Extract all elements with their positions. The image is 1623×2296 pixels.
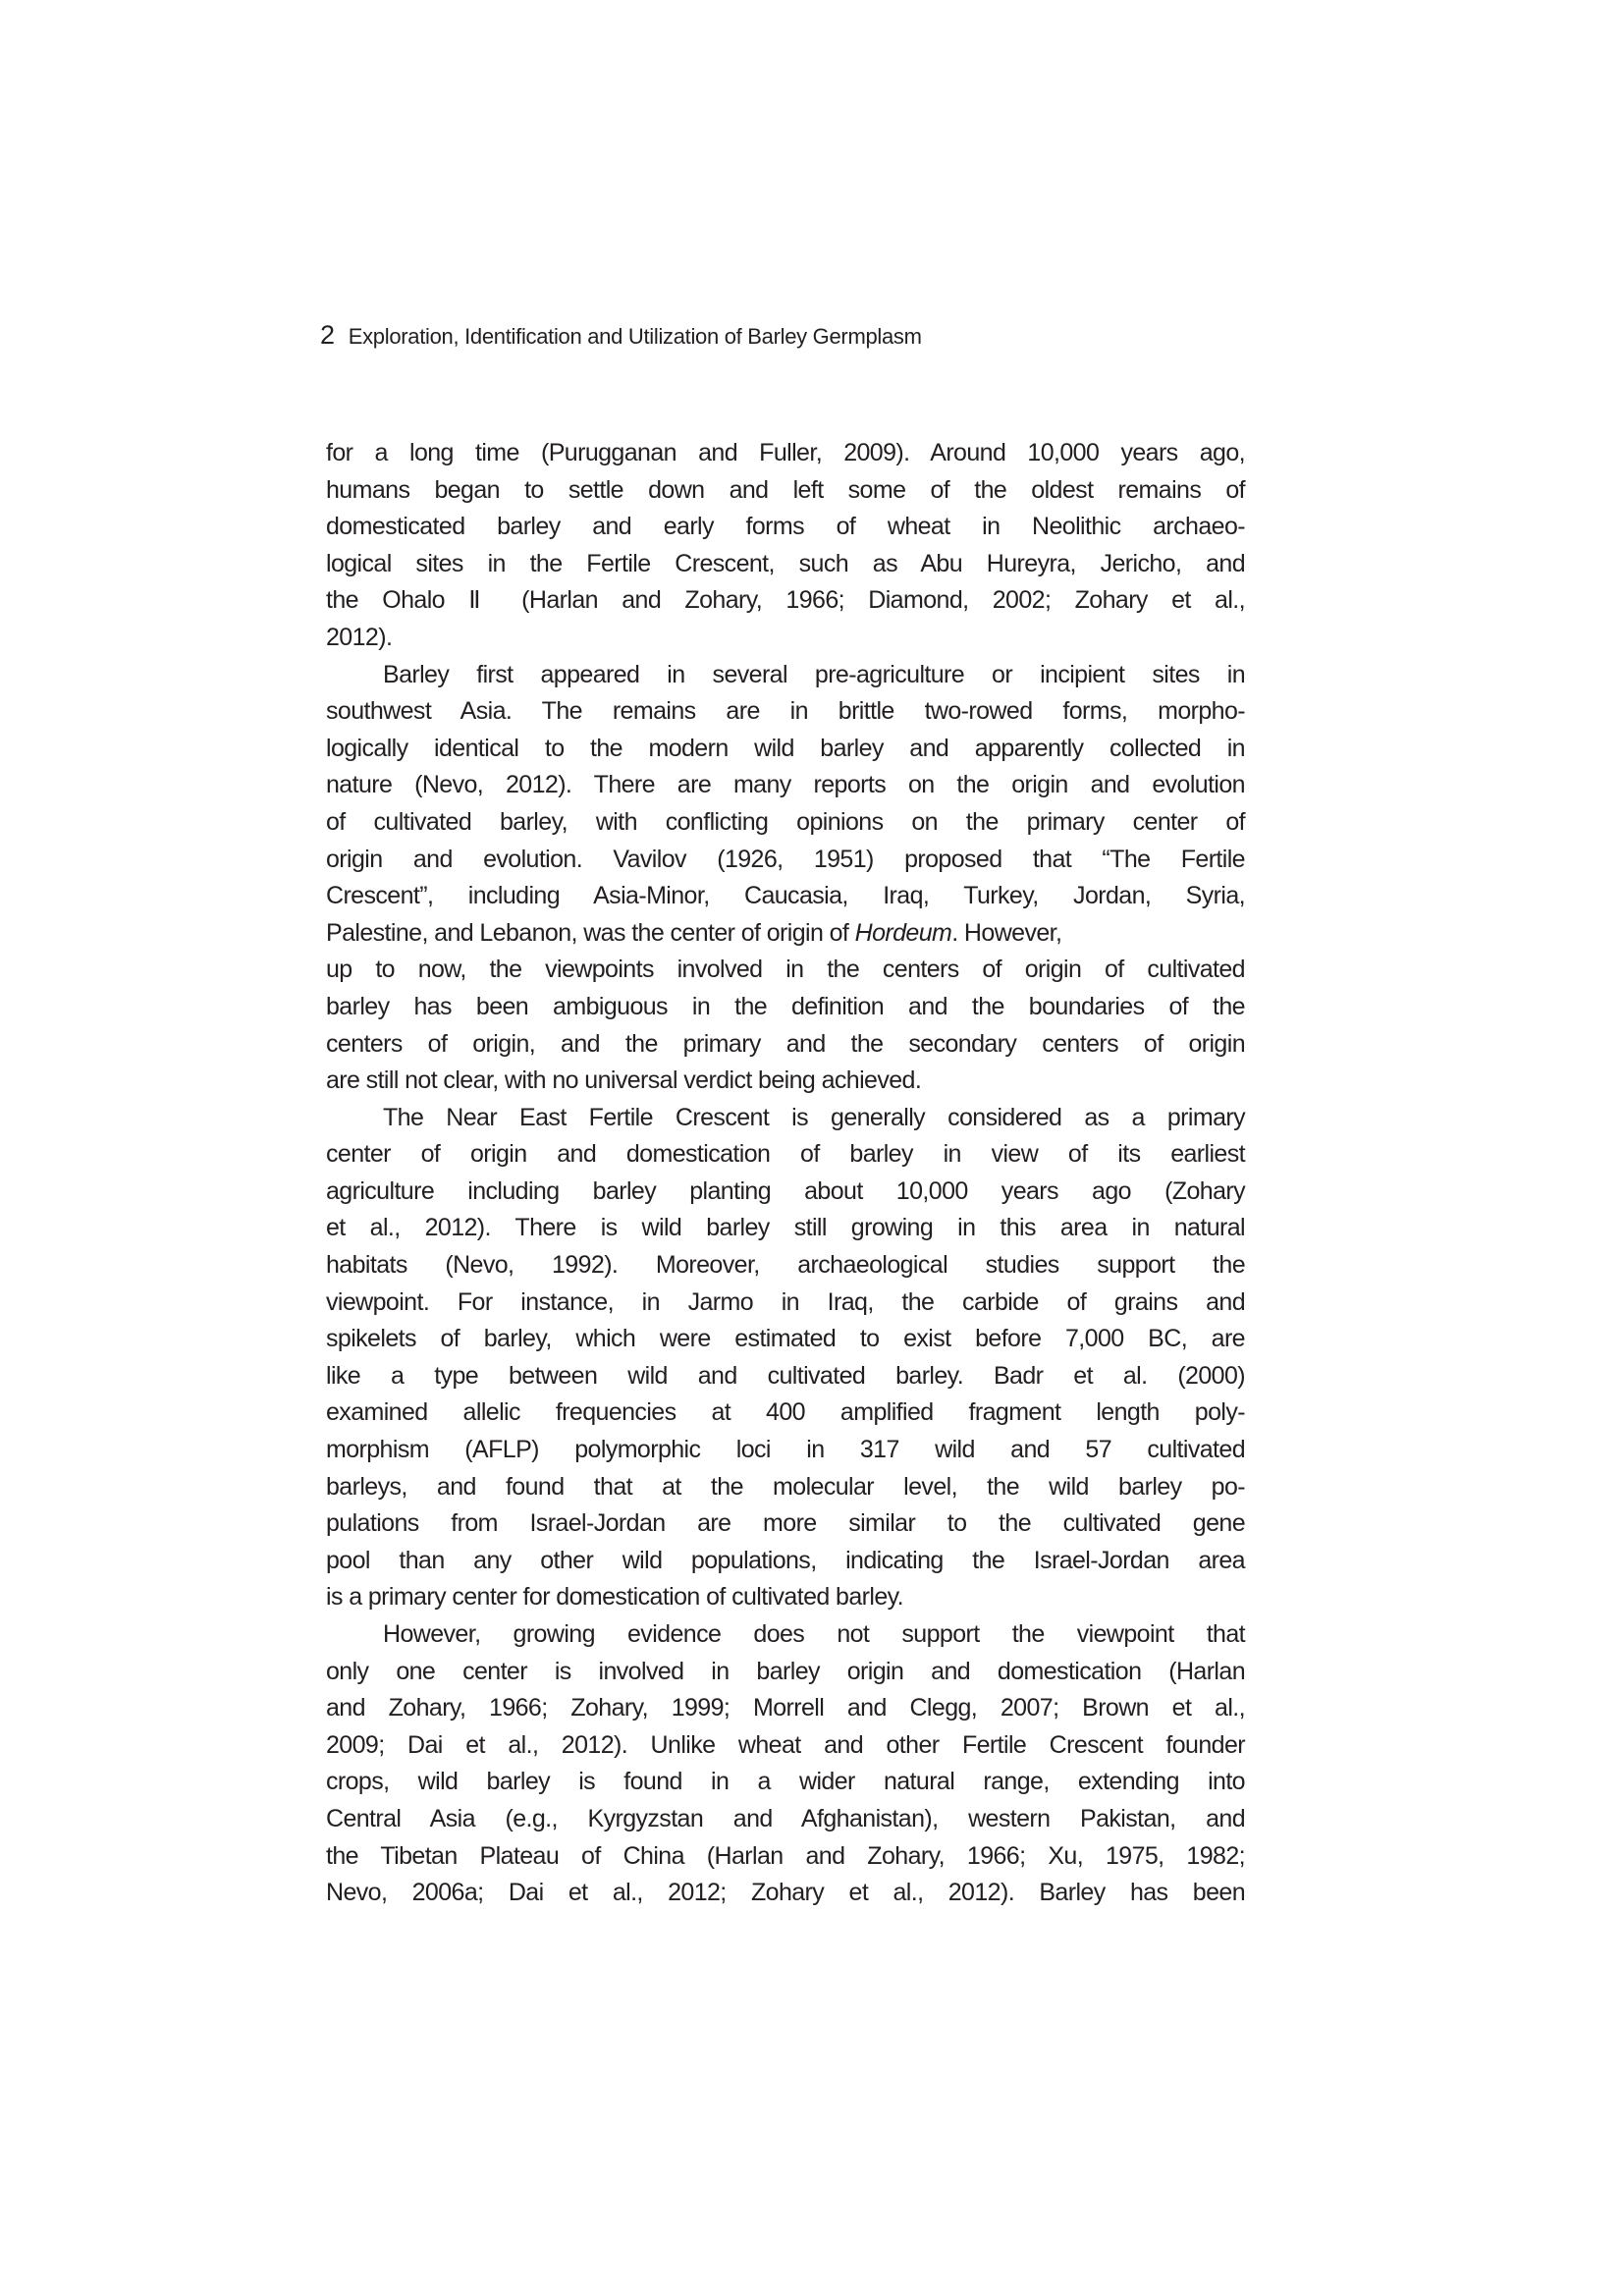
text-line: are still not clear, with no universal verdict being achieved. (326, 1066, 922, 1095)
text-line: et al., 2012). There is wild barley still growing in this area in natural (326, 1214, 1245, 1242)
text-line: Nevo, 2006a; Dai et al., 2012; Zohary et al., 2012). Barley has been (326, 1879, 1245, 1907)
text-line: of cultivated barley, with conflicting opinions on the primary center of (326, 807, 1245, 836)
text-line: However, growing evidence does not support the viewpoint that (383, 1620, 1245, 1648)
text-line: Central Asia (e.g., Kyrgyzstan and Afghanistan), western Pakistan, and (326, 1804, 1245, 1832)
text-line: origin and evolution. Vavilov (1926, 1951) proposed that “The Fertile (326, 845, 1245, 873)
page-number: 2 (320, 320, 335, 350)
text-line: and Zohary, 1966; Zohary, 1999; Morrell and Clegg, 2007; Brown et al., (326, 1694, 1245, 1722)
text-line: habitats (Nevo, 1992). Moreover, archaeological studies support the (326, 1251, 1245, 1280)
running-head (320, 320, 922, 351)
text-line: the Ohalo Ⅱ (Harlan and Zohary, 1966; Diamond, 2002; Zohary et al., (326, 586, 1245, 615)
body-text (326, 435, 1245, 1912)
text-line: like a type between wild and cultivated barley. Badr et al. (2000) (326, 1361, 1245, 1390)
text-line: Crescent”, including Asia-Minor, Caucasia, Iraq, Turkey, Jordan, Syria, (326, 882, 1245, 910)
paragraph (326, 1100, 1245, 1616)
text-line: is a primary center for domestication of cultivated barley. (326, 1583, 904, 1612)
text-line: crops, wild barley is found in a wider natural range, extending into (326, 1768, 1245, 1796)
text-line: pulations from Israel-Jordan are more similar to the cultivated gene (326, 1509, 1245, 1538)
italic-term: Hordeum (854, 918, 952, 947)
text-line: humans began to settle down and left some of the oldest remains of (326, 475, 1245, 504)
text-line: The Near East Fertile Crescent is generally considered as a primary (383, 1103, 1245, 1131)
text-line: 2012). (326, 623, 393, 651)
book-title: Exploration, Identification and Utilization of Barley Germplasm (348, 324, 922, 349)
text-line: only one center is involved in barley origin and domestication (Harlan (326, 1657, 1245, 1685)
text-line: Palestine, and Lebanon, was the center of origin of Hordeum. However, (326, 918, 1062, 947)
text-line: pool than any other wild populations, indicating the Israel-Jordan area (326, 1546, 1245, 1574)
text-line: for a long time (Purugganan and Fuller, 2009). Around 10,000 years ago, (326, 439, 1245, 466)
paragraph (326, 657, 1245, 1100)
paragraph (326, 1616, 1245, 1912)
text-line: domesticated barley and early forms of wheat in Neolithic archaeo- (326, 513, 1245, 541)
text-line: center of origin and domestication of barley in view of its earliest (326, 1140, 1245, 1169)
text-line: barley has been ambiguous in the definition and the boundaries of the (326, 992, 1245, 1020)
text-line: spikelets of barley, which were estimated to exist before 7,000 BC, are (326, 1325, 1245, 1353)
paragraph (326, 435, 1245, 657)
text-line: the Tibetan Plateau of China (Harlan and Zohary, 1966; Xu, 1975, 1982; (326, 1841, 1245, 1870)
text-line: barleys, and found that at the molecular level, the wild barley po- (326, 1472, 1245, 1501)
text-line: logically identical to the modern wild barley and apparently collected in (326, 734, 1245, 762)
text-line: up to now, the viewpoints involved in the centers of origin of cultivated (326, 956, 1245, 984)
text-line: agriculture including barley planting about 10,000 years ago (Zohary (326, 1176, 1245, 1205)
text-line: viewpoint. For instance, in Jarmo in Iraq, the carbide of grains and (326, 1287, 1245, 1316)
text-line: centers of origin, and the primary and the secondary centers of origin (326, 1029, 1245, 1058)
text-line: morphism (AFLP) polymorphic loci in 317 wild and 57 cultivated (326, 1436, 1245, 1464)
text-line: nature (Nevo, 2012). There are many reports on the origin and evolution (326, 771, 1245, 799)
text-line: southwest Asia. The remains are in brittle two-rowed forms, morpho- (326, 697, 1245, 726)
text-line: Barley first appeared in several pre-agriculture or incipient sites in (383, 660, 1245, 688)
text-line: 2009; Dai et al., 2012). Unlike wheat and other Fertile Crescent founder (326, 1730, 1245, 1759)
text-line: examined allelic frequencies at 400 amplified fragment length poly- (326, 1398, 1245, 1427)
text-line: logical sites in the Fertile Crescent, such as Abu Hureyra, Jericho, and (326, 549, 1245, 577)
